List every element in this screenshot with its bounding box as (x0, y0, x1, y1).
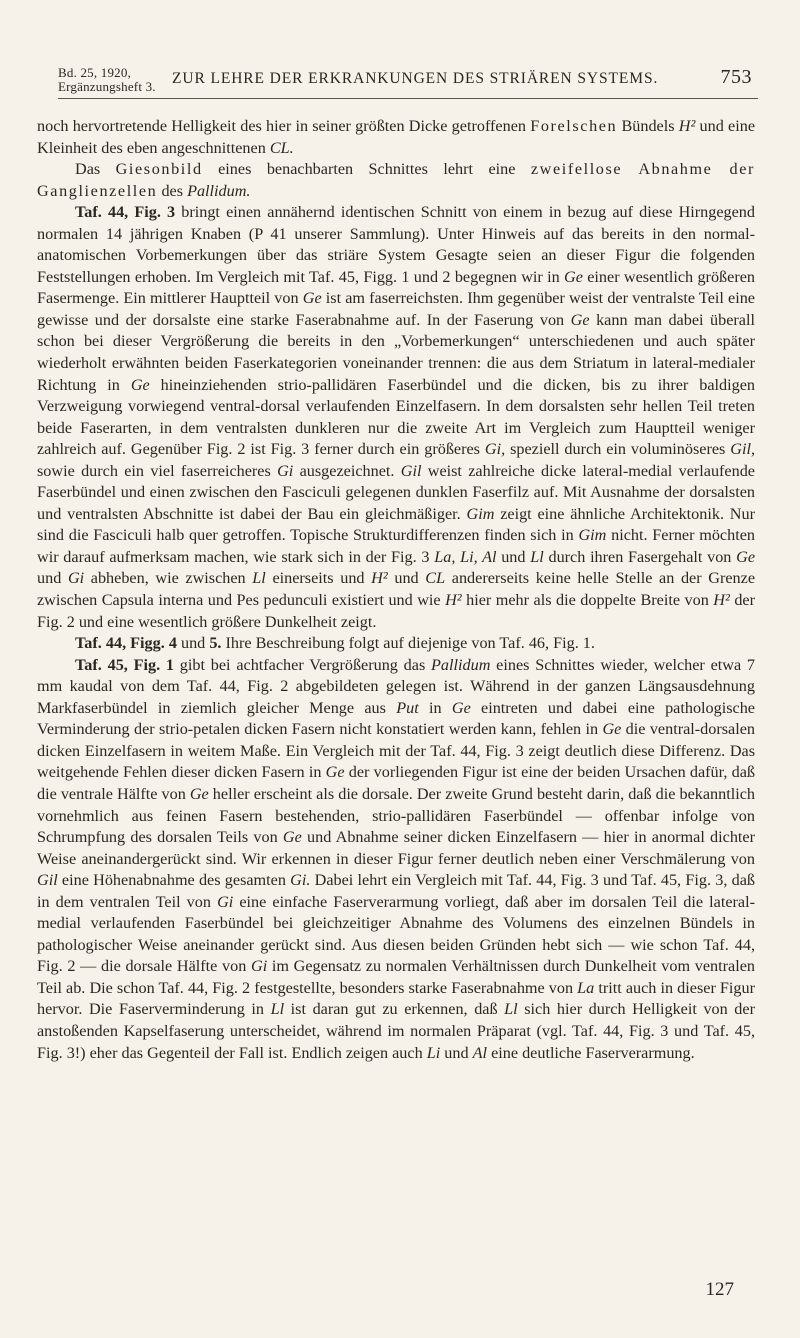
text-run: Gil (400, 461, 422, 480)
text-run: kann man dabei überall schon bei dieser Vergrößerung die bereits in den „Vorbemerkungen“ unterschiedenen und auch später wiederholt erwähnten beiden Faserkategorien voneinander trennen: die aus dem Striatum in lateral-medialer Richtung in (37, 310, 755, 394)
text-run: Ll (530, 547, 544, 566)
text-run: die ventral-dorsalen dicken Einzelfasern in weitem Maße. Ein Vergleich mit der Taf. 44, Fig. 3 zeigt deutlich diese Differenz. Das weitgehende Fehlen dieser dicken Fasern in (37, 720, 755, 782)
running-title: ZUR LEHRE DER ERKRANKUNGEN DES STRIÄREN SYSTEMS. (172, 70, 659, 87)
text-run: Gil (37, 871, 58, 890)
text-run: in (418, 698, 452, 717)
text-run: sowie durch ein viel faserreicheres (37, 461, 278, 480)
text-run: Ll (504, 1000, 518, 1019)
text-run: Li (426, 1043, 441, 1062)
text-run: und (176, 634, 210, 653)
text-run: Das (75, 160, 116, 179)
text-run: Giesonbild (115, 160, 203, 179)
text-run: Ge (302, 289, 322, 308)
text-run: und Abnahme seiner dicken Einzelfasern — hier in anormal dichter Weise aneinandergerückt sind. Wir erkennen in dieser Figur ferner deutlich neben einer Verschmälerung von (37, 828, 755, 868)
supplement-line: Ergänzungsheft 3. (58, 79, 156, 94)
text-run: sich hier durch Helligkeit von der anstoßenden Kapselfaserung unterscheidet, während im normalen Präparat (vgl. Taf. 44, Fig. 3 und Taf. 45, Fig. 3!) eher das Gegenteil der Fall ist. Endlich zeigen auch (37, 1000, 755, 1062)
text-run: im Gegensatz zu normalen Verhältnissen durch Dunkelheit vom ventralen Teil ab. Die schon Taf. 44, Fig. 2 festgestellte, besonders starke Faserabnahme von (37, 957, 755, 997)
text-run: eine Höhenabnahme des gesamten (57, 871, 291, 890)
text-run: durch ihren Fasergehalt von (543, 547, 737, 566)
volume-line: Bd. 25, 1920, (58, 65, 132, 80)
text-run: Dabei lehrt ein Vergleich mit Taf. 44, Fig. 3 und Taf. 45, Fig. 3, daß in dem ventralen Teil von (37, 871, 755, 911)
text-run: zeigt eine ähnliche Architektonik. Nur sind die Fasciculi halb quer getroffen. Topische Strukturdifferenzen finden sich in (37, 504, 755, 545)
text-run: H² (371, 569, 388, 588)
text-run: Ge (736, 547, 755, 566)
text-run: Gi (277, 461, 294, 480)
text-run: heller erscheint als die dorsale. Der zweite Grund besteht darin, daß die bekanntlich vornehmlich aus feinen Fasern bestehenden, strio-pallidären Faserbündel — offenbar infolge von Schrumpfung des dorsalen Teils von (37, 784, 755, 847)
text-run: und eine Kleinheit des eben angeschnittenen (37, 117, 756, 157)
text-run: Al (472, 1043, 488, 1062)
text-run: hineinziehenden strio-pallidären Faserbündel und die dicken, bis zu ihrer baldigen Verzweigung vorwiegend ventral-dorsal verlaufenden Einzelfasern. In dem dorsalsten sehr hellen Teil treten beide Faserarten, in dem ventralsten dunkleren nur die zweite Art im Vergleich zum Hauptteil weniger zahlreich auf. Gegenüber Fig. 2 ist Fig. 3 ferner durch ein größeres (37, 375, 755, 459)
text-run: und (440, 1043, 473, 1062)
text-run: Ge (570, 310, 590, 329)
text-run: eines Schnittes wieder, welcher etwa 7 mm kaudal von dem Taf. 44, Fig. 2 abgebildeten gelegen ist. Während in der ganzen Längsausdehnung Markfaserbündel in ziemlich gleicher Menge aus (37, 655, 755, 717)
text-run: zweifellose Abnahme der Ganglienzellen (37, 160, 755, 200)
text-run: Ge (602, 720, 622, 739)
text-run: Ll (270, 1000, 285, 1019)
text-run: Forelschen (530, 117, 618, 135)
volume-info (58, 66, 156, 94)
figure-reference: Taf. 45, Fig. 1 (75, 655, 175, 674)
text-run: Gim (466, 504, 495, 523)
text-run: H² (713, 591, 730, 610)
paragraph (37, 633, 755, 655)
text-run: speziell durch ein voluminöseres (505, 440, 731, 459)
text-run: Gil, (730, 440, 755, 459)
text-run: und (496, 547, 531, 566)
text-run: andererseits keine helle Stelle an der Grenze zwischen Capsula interna und Pes pedunculi existiert und wie (37, 569, 756, 610)
text-run: Ge (282, 828, 302, 847)
figure-reference: Taf. 44, Fig. 3 (75, 203, 176, 222)
text-run: ist daran gut zu erkennen, daß (284, 1000, 505, 1019)
paragraph (37, 655, 755, 1064)
text-run: Gi (217, 892, 234, 911)
text-run: hier mehr als die doppelte Breite von (461, 591, 714, 610)
text-run: eintreten und dabei eine pathologische Verminderung der strio-petalen dicken Fasern nicht konstatiert werden kann, fehlen in (37, 698, 755, 739)
paragraph (37, 116, 755, 159)
header-rule (58, 98, 758, 99)
text-run: Ge (130, 375, 150, 394)
text-run: Bündels (617, 117, 679, 135)
text-run: eines benachbarten Schnittes lehrt eine (202, 160, 531, 179)
paragraph (37, 202, 755, 633)
text-run: tritt auch in dieser Figur hervor. Die Faserverminderung in (37, 978, 755, 1019)
figure-reference: Taf. 44, Figg. 4 (75, 634, 177, 653)
running-header (58, 66, 758, 100)
text-run: der Fig. 2 und eine wesentlich größere Dunkelheit zeigt. (37, 591, 755, 631)
text-run: abheben, wie zwischen (84, 569, 253, 588)
text-run: der vorliegenden Figur ist eine der beiden Ursachen dafür, daß die ventrale Hälfte von (37, 763, 756, 803)
text-run: Pallidum. (187, 181, 251, 200)
text-run: CL (425, 569, 446, 588)
text-run: einer wesentlich größeren Fasermenge. Ein mittlerer Hauptteil von (37, 267, 755, 308)
text-run: des (157, 181, 188, 200)
text-run: nicht. Ferner möchten wir darauf aufmerksam machen, wie stark sich in der Fig. 3 (37, 526, 755, 566)
text-run: gibt bei achtfacher Vergrößerung das (174, 655, 432, 674)
text-run: und (387, 569, 426, 588)
text-run: ausgezeichnet. (293, 461, 401, 480)
text-run: Gi (251, 957, 268, 976)
text-run: Gi (67, 569, 85, 588)
text-run: Ge (564, 267, 583, 286)
text-run: La (577, 978, 595, 997)
text-run: Ge (189, 784, 209, 803)
text-run: eine deutliche Faserverarmung. (487, 1043, 695, 1062)
folio-number: 127 (705, 1279, 734, 1300)
text-run: noch hervortretende Helligkeit des hier in seiner größten Dicke getroffenen (37, 117, 531, 135)
text-run: H² (678, 117, 696, 135)
text-run: ist am faserreichsten. Ihm gegenüber weist der ventralste Teil eine gewisse und der dorsalste eine starke Faserabnahme auf. In der Faserung von (37, 289, 755, 329)
text-run: La, Li, Al (434, 547, 497, 566)
page-number: 753 (720, 66, 752, 88)
text-run: weist zahlreiche dicke lateral-medial verlaufende Faserbündel und einen zwischen den Fasciculi gelegenen dunklen Faserfilz auf. Mit Ausnahme der dorsalsten und ventralsten Abschnitte ist dabei der Bau ein gleichmäßiger. (37, 461, 755, 523)
text-run: bringt einen annähernd identischen Schnitt von einem in bezug auf diese Hirngegend normalen 14 jährigen Knaben (P 41 unserer Sammlung). Unter Hinweis auf das bereits in den normal-anatomischen Vorbemerkungen über das striäre System Gesagte seien an dieser Figur die folgenden Feststellungen erhoben. Im Vergleich mit Taf. 45, Figg. 1 und 2 begegnen wir in (37, 203, 755, 286)
text-run: Gim (578, 526, 607, 545)
text-run: und (37, 569, 68, 588)
text-run: CL. (269, 138, 294, 157)
text-run: Gi. (290, 871, 311, 890)
text-run: Gi, (484, 440, 506, 459)
text-run: einerseits und (265, 569, 372, 588)
paragraph (37, 159, 755, 202)
text-run: Ihre Beschreibung folgt auf diejenige von Taf. 46, Fig. 1. (221, 634, 595, 653)
text-run: Ll (252, 569, 266, 588)
text-run: Ge (451, 698, 471, 717)
body-text (37, 116, 755, 1064)
text-run: Pallidum (431, 655, 491, 674)
text-run: Ge (325, 763, 345, 782)
text-run: H² (445, 591, 462, 610)
text-run: eine einfache Faserverarmung vorliegt, daß aber im dorsalen Teil die lateral-medial verlaufenden Faserbündel bei gleichzeitiger Abnahme des Volumens des einzelnen Bündels in pathologischer Weise aneinander gerückt sind. Aus diesen beiden Gründen hebt sich — wie schon Taf. 44, Fig. 2 — die dorsale Hälfte von (37, 892, 755, 976)
text-run: 5. (209, 634, 222, 653)
text-run: Put (396, 698, 419, 717)
